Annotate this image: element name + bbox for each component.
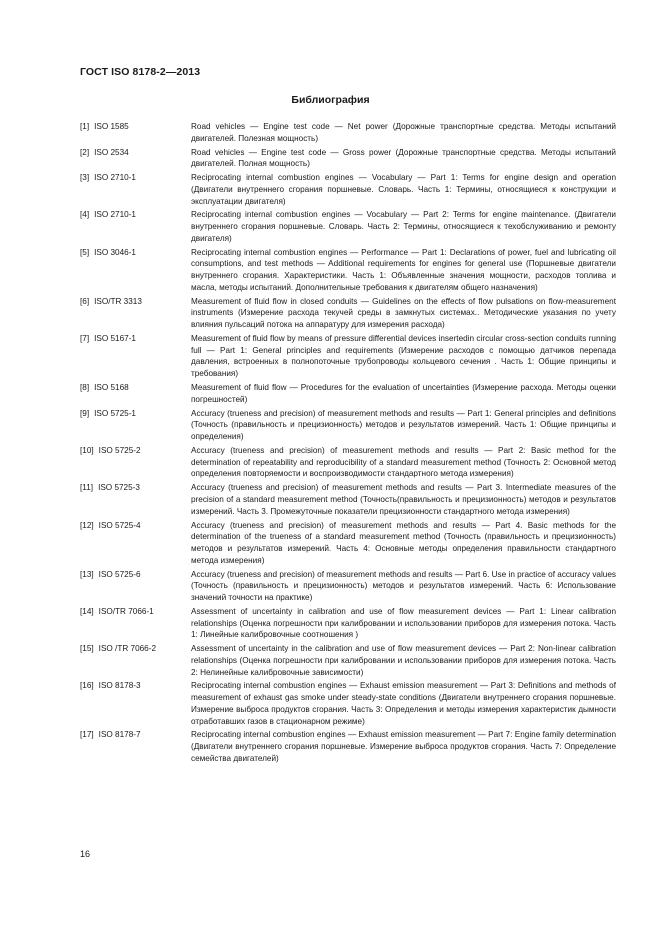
bibliography-entry <box>80 569 616 604</box>
standard-code: ISO 5725-3 <box>98 483 140 493</box>
reference-number: [11] <box>80 483 94 493</box>
bibliography-entry <box>80 296 616 331</box>
standard-code: ISO 5725-1 <box>94 408 136 418</box>
reference-id <box>80 121 191 133</box>
page-number: 16 <box>80 849 91 859</box>
reference-number: [3] <box>80 173 90 183</box>
reference-id <box>80 729 191 741</box>
reference-number: [1] <box>80 122 90 131</box>
reference-number: [8] <box>80 383 90 393</box>
reference-text: Measurement of fluid flow by means of pressure differential devices insertedin circular cross-section conduits running full — Part 1: General principles and requirements (Измерение расходов с помощью датчиков перепада давления, встроенных в полнопоточные трубопроводы кольцевого сечения . Часть 1: Общие принципы и требования) <box>191 334 616 379</box>
bibliography-entry <box>80 680 616 727</box>
bibliography-entry <box>80 445 616 480</box>
reference-text: Reciprocating internal combustion engines — Vocabulary — Part 1: Terms for engine design and operation (Двигатели внутреннего сгорания поршневые. Словарь. Часть 1: Термины, относящиеся к конструкции и эксплуатации двигателя) <box>191 173 616 206</box>
standard-code: ISO 8178-7 <box>98 730 141 740</box>
bibliography-entry <box>80 333 616 380</box>
reference-id <box>80 482 191 494</box>
standard-code: ISO 5725-6 <box>98 569 141 579</box>
reference-number: [16] <box>80 681 94 691</box>
standard-code: ISO 2534 <box>94 147 129 157</box>
reference-id <box>80 172 191 184</box>
standard-code: ISO 5725-2 <box>98 445 141 455</box>
reference-text: Road vehicles — Engine test code — Gross power (Дорожные транспортные средства. Методы испытаний двигателей. Полная мощность) <box>191 147 616 169</box>
reference-id <box>80 147 191 159</box>
bibliography-entry <box>80 482 616 517</box>
reference-id <box>80 643 191 655</box>
reference-text: Accuracy (trueness and precision) of measurement methods and results — Part 4. Basic methods for the determination of the trueness of a standard measurement method (Точность (правильность и прецизионность) методов и результатов измерений. Часть 4: Основные методы определения правильности стандартного метода измерения) <box>191 520 616 565</box>
reference-text: Accuracy (trueness and precision) of measurement methods and results — Part 1: General principles and definitions (Точность (правильность и прецизионность) методов и результатов измерений. Часть 1: Общие принципы и определения) <box>191 408 616 442</box>
standard-code: ISO 8178-3 <box>98 681 141 691</box>
reference-number: [6] <box>80 296 90 306</box>
reference-text: Reciprocating internal combustion engines — Exhaust emission measurement — Part 7: Engine family determination (Двигатели внутреннего сгорания поршневые. Измерение выброса продуктов сгорания. Часть 7: Определение семейства двигателей) <box>191 730 616 763</box>
reference-id <box>80 445 191 457</box>
bibliography-entry <box>80 643 616 678</box>
reference-id <box>80 247 191 259</box>
reference-id <box>80 209 191 221</box>
reference-text: Accuracy (trueness and precision) of measurement methods and results — Part 2: Basic method for the determination of repeatability and reproducibility of a standard measurement method (Точность 2: Основной метод определения повторяемости и воспроизводимости стандартного метода измерения) <box>191 445 616 479</box>
bibliography-entry <box>80 729 616 764</box>
reference-number: [10] <box>80 445 94 455</box>
reference-text: Measurement of fluid flow in closed conduits — Guidelines on the effects of flow pulsations on flow-measurement instruments (Измерение расхода текучей среды в замкнутых системах.. Методические указания по учету влияния пульсаций потока на аппаратуру для измерения расхода) <box>191 296 616 330</box>
standard-code: ISO 5168 <box>94 383 129 393</box>
bibliography-entry <box>80 147 616 170</box>
standard-code: ISO 5167-1 <box>94 334 136 344</box>
reference-number: [5] <box>80 247 90 257</box>
reference-id <box>80 680 191 692</box>
reference-number: [13] <box>80 569 94 579</box>
standard-code: ISO/TR 7066-1 <box>98 606 154 616</box>
reference-number: [4] <box>80 210 90 220</box>
bibliography-entry <box>80 520 616 567</box>
standard-code: ISO 2710-1 <box>94 173 136 183</box>
bibliography-entry <box>80 408 616 443</box>
reference-number: [9] <box>80 408 90 418</box>
standard-code: ISO 1585 <box>94 122 129 131</box>
bibliography-entry <box>80 172 616 207</box>
bibliography-entry <box>80 606 616 641</box>
reference-number: [2] <box>80 147 90 157</box>
reference-text: Assessment of uncertainty in calibration and use of flow measurement devices — Part 1: Linear calibration relationships (Оценка погрешности при калибровании и использовании приборов для измерения потока. Часть 1: Линейные калибровочные соотношения ) <box>191 606 616 640</box>
bibliography-entry <box>80 209 616 244</box>
section-title: Библиография <box>291 94 370 106</box>
reference-text: Reciprocating internal combustion engines — Exhaust emission measurement — Part 3: Definitions and methods of measurement of exhaust gas smoke under steady-state conditions (Двигатели внутреннего сгорания поршневые. Измерение выброса продуктов сгорания. Часть 3: Определения и методы измерения характеристик дымности отработавших газов в стационарном режиме) <box>191 681 616 726</box>
reference-id <box>80 382 191 394</box>
reference-text: Reciprocating internal combustion engines — Vocabulary — Part 2: Terms for engine maintenance. (Двигатели внутреннего сгорания поршневые. Словарь. Часть 2: Термины, относящиеся к техобслуживанию и ремонту двигателя) <box>191 210 616 243</box>
bibliography-entry <box>80 247 616 294</box>
reference-id <box>80 333 191 345</box>
reference-id <box>80 520 191 532</box>
reference-id <box>80 408 191 420</box>
reference-text: Road vehicles — Engine test code — Net power (Дорожные транспортные средства. Методы испытаний двигателей. Полезная мощность) <box>191 122 616 143</box>
document-header: ГОСТ ISO 8178-2—2013 <box>80 66 201 78</box>
standard-code: ISO /TR 7066-2 <box>98 644 157 654</box>
standard-code: ISO 3046-1 <box>94 247 136 257</box>
bibliography-list <box>80 121 616 767</box>
reference-text: Assessment of uncertainty in the calibration and use of flow measurement devices — Part 2: Non-linear calibration relationships (Оценка погрешности при калибровании и использовании приборов для измерения потока. Часть 2: Нелинейные калибровочные зависимости) <box>191 644 616 677</box>
reference-text: Reciprocating internal combustion engines — Performance — Part 1: Declarations of power, fuel and lubricating oil consumptions, and test methods — Additional requirements for engines for general use (Поршневые двигатели внутреннего сгорания. Характеристики. Часть 1: Объявленные значения мощности, расходов топлива и масла, методы испытаний. Дополнительные требования к двигателям общего назначения) <box>191 247 616 292</box>
reference-number: [14] <box>80 606 94 616</box>
bibliography-entry <box>80 121 616 144</box>
standard-code: ISO 5725-4 <box>98 520 141 530</box>
reference-text: Accuracy (trueness and precision) of measurement methods and results — Part 3. Intermediate measures of the precision of a standard measurement method (Точность(правильность и прецизионность) методов и результатов измерений. Часть 3. Промежуточные показатели прецизионности стандартного метода измерения) <box>191 483 616 516</box>
reference-id <box>80 606 191 618</box>
reference-id <box>80 569 191 581</box>
reference-number: [15] <box>80 644 94 654</box>
reference-number: [17] <box>80 730 94 740</box>
reference-text: Accuracy (trueness and precision) of measurement methods and results — Part 6. Use in practice of accuracy values (Точность (правильность и прецизионность) методов и результатов измерений. Часть 6: Использование значений точности на практике) <box>191 569 616 602</box>
reference-number: [7] <box>80 334 90 344</box>
bibliography-entry <box>80 382 616 405</box>
reference-id <box>80 296 191 308</box>
standard-code: ISO/TR 3313 <box>94 296 142 306</box>
standard-code: ISO 2710-1 <box>94 210 136 220</box>
reference-text: Measurement of fluid flow — Procedures for the evaluation of uncertainties (Измерение расхода. Методы оценки погрешностей) <box>191 383 616 404</box>
reference-number: [12] <box>80 520 94 530</box>
